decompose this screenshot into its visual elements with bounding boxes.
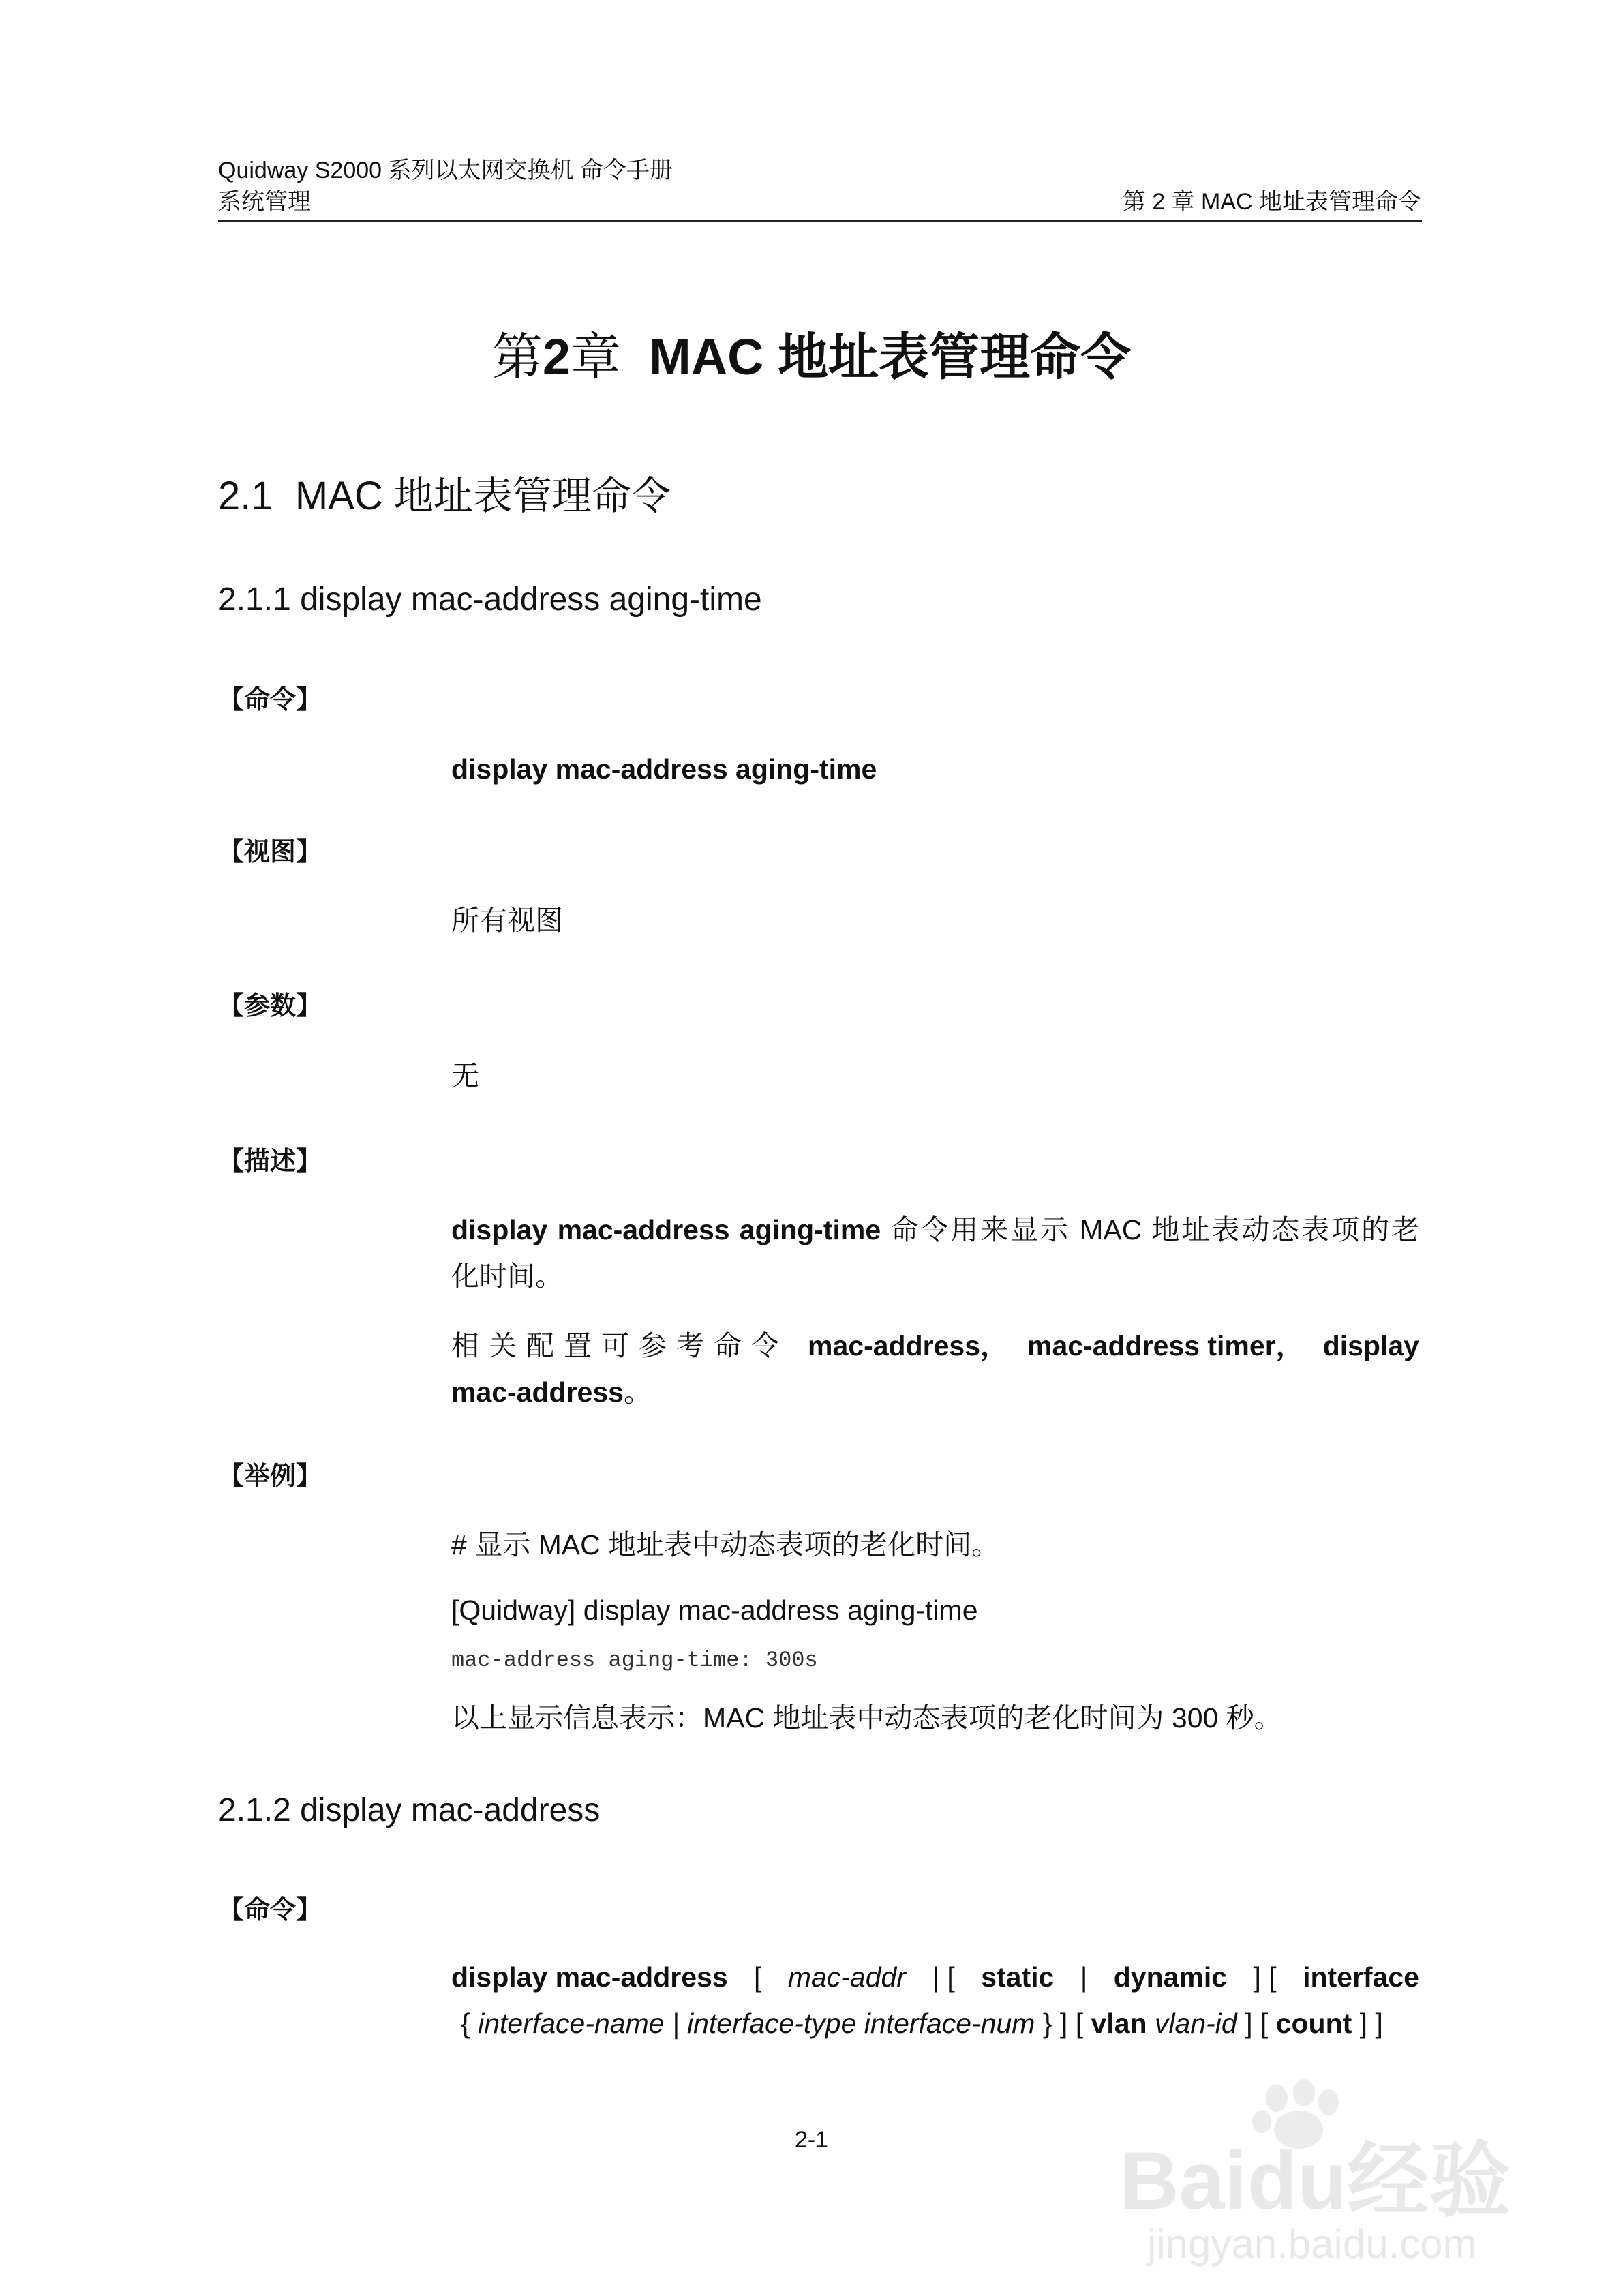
command-syntax-2 — [451, 1954, 1419, 2046]
related-command-1: mac-address， — [808, 1330, 1008, 1361]
watermark-brand: Baidu经验 — [1120, 2135, 1511, 2226]
command-label-2: 【命令】 — [218, 1896, 322, 1924]
subsection-heading-1: 2.1.1 display mac-address aging-time — [218, 581, 762, 618]
syntax-bracket-1: [ — [754, 1961, 762, 1993]
example-command: [Quidway] display mac-address aging-time — [451, 1595, 978, 1626]
syntax-bracket-5: ] ] — [1352, 2008, 1383, 2039]
syntax-brace-open: { — [461, 2008, 479, 2039]
related-command-2: mac-address timer， — [1027, 1330, 1304, 1361]
chapter-prefix: 第 — [491, 329, 543, 385]
parameter-label: 【参数】 — [218, 992, 322, 1021]
baidu-watermark — [1106, 2072, 1522, 2270]
chapter-title — [0, 317, 1623, 389]
description-para-2 — [451, 1323, 1419, 1415]
example-output: mac-address aging-time: 300s — [451, 1648, 818, 1673]
syntax-command: display mac-address — [451, 1961, 728, 1993]
syntax-bracket-4: ] [ — [1237, 2008, 1276, 2039]
syntax-vlan-id: vlan-id — [1147, 2008, 1237, 2039]
view-text: 所有视图 — [451, 905, 563, 936]
watermark-url: jingyan.baidu.com — [1147, 2221, 1477, 2267]
command-label: 【命令】 — [218, 686, 322, 714]
chapter-number: 2 — [542, 329, 571, 385]
syntax-mac-addr: mac-addr — [787, 1961, 906, 1993]
page-number: 2-1 — [794, 2127, 829, 2153]
description-label: 【描述】 — [218, 1147, 322, 1176]
header-section-name: 系统管理 — [218, 189, 311, 215]
syntax-bracket-2: | [ — [932, 1961, 955, 1993]
syntax-dynamic: dynamic — [1113, 1961, 1228, 1993]
desc-end-mark: 。 — [623, 1376, 652, 1408]
header-doc-title: Quidway S2000 系列以太网交换机 命令手册 — [218, 157, 673, 183]
syntax-brace-close: } ] [ — [1035, 2008, 1091, 2039]
chapter-title-text: MAC 地址表管理命令 — [649, 329, 1132, 385]
example-label: 【举例】 — [218, 1462, 322, 1491]
header-chapter-name: 第 2 章 MAC 地址表管理命令 — [1122, 189, 1421, 215]
description-para-1 — [451, 1207, 1419, 1299]
desc-command: display mac-address aging-time — [451, 1214, 881, 1245]
command-syntax: display mac-address aging-time — [451, 753, 877, 785]
section-title: MAC 地址表管理命令 — [294, 474, 671, 518]
syntax-static: static — [981, 1961, 1055, 1993]
subsection-heading-2: 2.1.2 display mac-address — [218, 1792, 601, 1828]
view-label: 【视图】 — [218, 838, 322, 866]
syntax-interface-args: interface-name | interface-type interface-num — [478, 2008, 1035, 2039]
related-command-3: display — [1322, 1330, 1419, 1361]
related-command-3-cont: mac-address — [451, 1376, 624, 1408]
parameter-text: 无 — [451, 1060, 479, 1091]
syntax-count: count — [1275, 2008, 1352, 2039]
syntax-pipe: | — [1080, 1961, 1088, 1993]
example-explanation: 以上显示信息表示：MAC 地址表中动态表项的老化时间为 300 秒。 — [451, 1702, 1282, 1734]
section-heading — [218, 464, 671, 521]
desc-text-line2: 化时间。 — [451, 1260, 563, 1292]
header-rule — [218, 220, 1422, 222]
section-number: 2.1 — [218, 474, 273, 518]
syntax-interface: interface — [1303, 1961, 1419, 1993]
desc-related-text: 相关配置可参考命令 — [451, 1330, 789, 1361]
chapter-suffix: 章 — [570, 329, 621, 385]
syntax-bracket-3: ] [ — [1253, 1961, 1277, 1993]
desc-text: 命令用来显示 MAC 地址表动态表项的老 — [881, 1214, 1420, 1245]
syntax-vlan: vlan — [1091, 2008, 1147, 2039]
example-comment: # 显示 MAC 地址表中动态表项的老化时间。 — [451, 1529, 1000, 1560]
